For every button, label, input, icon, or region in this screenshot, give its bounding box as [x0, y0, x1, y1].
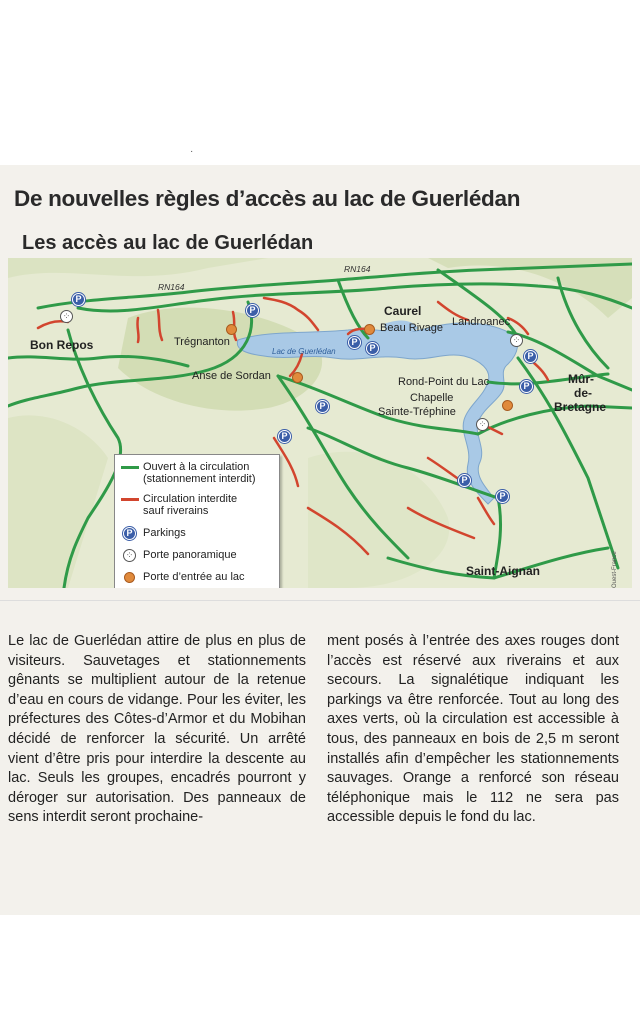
place-saint-aignan: Saint-Aignan [466, 564, 540, 578]
map-graphics [8, 258, 632, 588]
legend-panoramic [121, 549, 237, 561]
parking-marker[interactable]: P [520, 380, 533, 393]
article-column-1: Le lac de Guerlédan attire de plus en plus de visiteurs. Sauvetages et stationnements gênants se multiplient autour de la retenue d’eau en cours de vidange. Pour les éviter, les préfectures des Côtes-d’Armor et du Mobihan décidé de renforcer la sécurité. Un arrêté vient d’être pris pour interdire la descente au lac. Seuls les groupes, encadrés pourront y déroger sur autorisation. Des panneaux de sens interdit seront prochaine- [8, 633, 306, 826]
place-sainte-trephine: Sainte-Tréphine [378, 406, 456, 418]
panoramic-gate-marker[interactable]: ⁘ [510, 334, 523, 347]
parking-marker[interactable]: P [348, 336, 361, 349]
place-tregnanton: Trégnanton [174, 336, 230, 348]
green-line-swatch [121, 466, 139, 469]
panoramic-gate-marker[interactable]: ⁘ [476, 418, 489, 431]
article-column-2: ment posés à l’entrée des axes rouges dont l’accès est réservé aux riverains et aux secours. La signalétique indiquant les parkings va être renforcée. Tout au long des axes verts, où la circulation est accessible à tous, des panneaux en bois de 2,5 m seront installés afin d’empêcher les stationnements sauvages. Orange a renforcé son réseau téléphonique mais le 112 ne sera pas accessible depuis le fond du lac. [327, 633, 619, 826]
place-mur-de-bretagne-1: Mûr- [568, 372, 594, 386]
legend-entrance [121, 571, 245, 583]
road-label-rn164: RN164 [344, 264, 371, 274]
parking-marker[interactable]: P [458, 474, 471, 487]
lake-entrance-marker[interactable] [364, 324, 375, 335]
legend-panoramic-label: Porte panoramique [143, 549, 237, 561]
place-anse-de-sordan: Anse de Sordan [192, 370, 271, 382]
panoramic-icon: ⁘ [123, 549, 136, 562]
legend-entrance-label: Porte d’entrée au lac [143, 571, 245, 583]
legend-closed-label: Circulation interdite [143, 493, 238, 505]
legend-open-label: Ouvert à la circulation [143, 461, 250, 473]
place-rond-point-du-lac: Rond-Point du Lac [398, 376, 490, 388]
parking-marker[interactable]: P [316, 400, 329, 413]
place-beau-rivage: Beau Rivage [380, 322, 443, 334]
parking-marker[interactable]: P [496, 490, 509, 503]
parking-icon: P [123, 527, 136, 540]
place-landroanec: Landroanec [452, 316, 511, 328]
lake-access-map [8, 258, 632, 588]
place-bon-repos: Bon Repos [30, 338, 94, 352]
legend-open-note: (stationnement interdit) [143, 473, 256, 485]
parking-marker[interactable]: P [72, 293, 85, 306]
lake-label: Lac de Guerlédan [272, 347, 336, 356]
lake-entrance-marker[interactable] [502, 400, 513, 411]
red-line-swatch [121, 498, 139, 501]
parking-marker[interactable]: P [246, 304, 259, 317]
legend-open-road [121, 461, 256, 485]
place-caurel: Caurel [384, 304, 422, 318]
parking-marker[interactable]: P [524, 350, 537, 363]
legend-closed-road [121, 493, 237, 517]
map-credit: Ouest-France [612, 551, 618, 588]
scan-speck: · [190, 146, 194, 157]
map-legend [114, 454, 280, 588]
entrance-icon [124, 572, 135, 583]
place-chapelle: Chapelle [410, 392, 454, 404]
legend-parking [121, 527, 186, 539]
parking-marker[interactable]: P [366, 342, 379, 355]
place-mur-de-bretagne-2: de- [574, 386, 592, 400]
legend-closed-note: sauf riverains [143, 505, 209, 517]
parking-marker[interactable]: P [278, 430, 291, 443]
panoramic-gate-marker[interactable]: ⁘ [60, 310, 73, 323]
lake-entrance-marker[interactable] [226, 324, 237, 335]
map-title: Les accès au lac de Guerlédan [22, 232, 314, 254]
separator [0, 600, 640, 601]
lake-entrance-marker[interactable] [292, 372, 303, 383]
place-mur-de-bretagne-3: Bretagne [554, 400, 607, 414]
road-label-rn164: RN164 [158, 282, 185, 292]
legend-parking-label: Parkings [143, 527, 186, 539]
headline: De nouvelles règles d’accès au lac de Guerlédan [14, 186, 521, 211]
